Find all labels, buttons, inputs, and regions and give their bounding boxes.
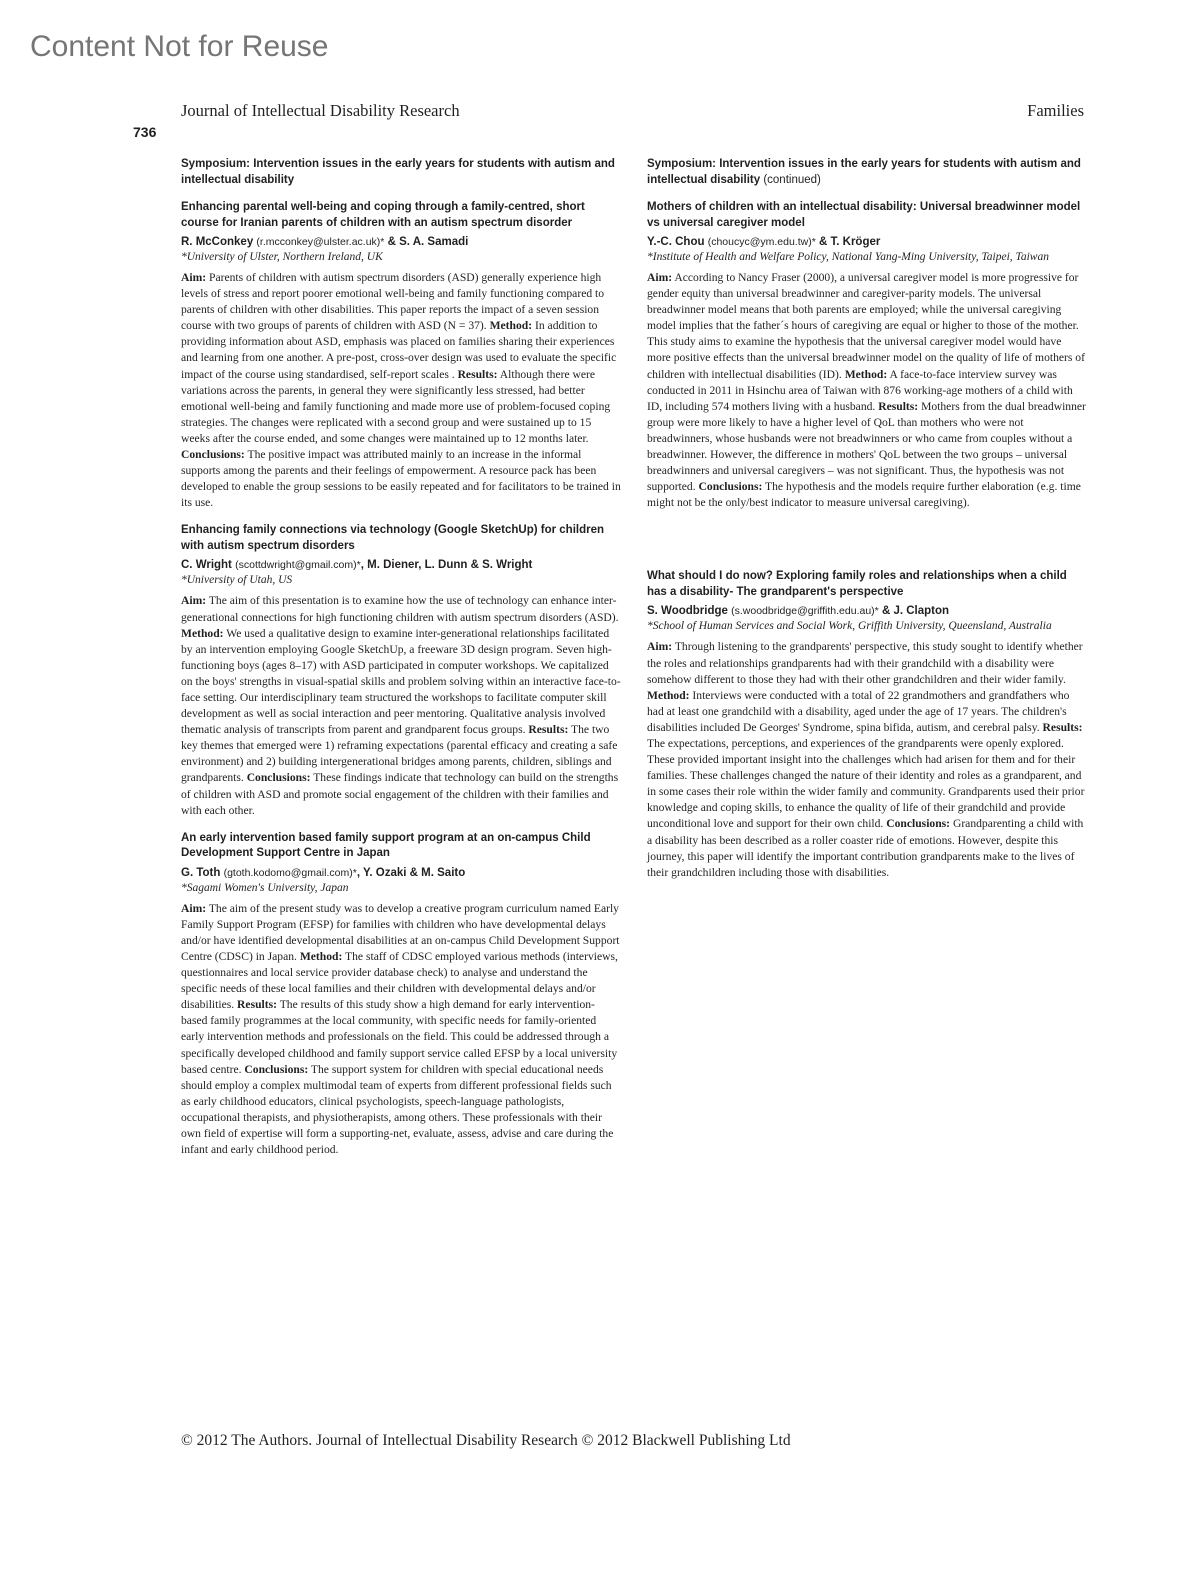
abstract-body [647,639,1087,880]
method-text: A face-to-face interview survey was conducted in 2011 in Hsinchu area of Taiwan with 876 working-age mothers of a child with ID, including 574 mothers living with a husband. [647,367,1073,413]
symposium-heading [181,157,621,188]
author-email: (choucyc@ym.edu.tw)* [707,236,816,248]
method-text: We used a qualitative design to examine inter-generational relationships facilitated by an intervention employing Google SketchUp, a freeware 3D design program. Seven high-functioning boys (ages 8–17) with ASD participated in computer workshops. We capitalized on the boys' strengths in visual-spatial skills and problem solving within an interactive face-to-face setting. Our interdisciplinary team structured the workshops to facilitate computer skill development as well as social interaction and peer mentoring. Qualitative analysis involved thematic analysis of transcripts from parent and grandparent focus groups. [181,626,621,737]
affiliation: *School of Human Services and Social Work, Griffith University, Queensland, Australia [647,620,1052,633]
abstract-body [181,593,621,818]
symposium-heading [647,157,1087,188]
co-authors: & S. A. Samadi [387,236,469,248]
aim-label: Aim: [647,640,673,654]
conclusions-label: Conclusions: [181,448,245,462]
results-label: Results: [457,367,498,381]
conclusions-text: The positive impact was attributed mainly to an increase in the informal supports among the parents and their feelings of empowerment. A resource pack has been developed to enable the group sessions to be easily repeated and for facilitators to be trained in its use. [181,448,621,510]
results-label: Results: [237,998,277,1012]
left-column [181,157,621,1170]
method-text: Interviews were conducted with a total of 22 grandmothers and grandfathers who had at least one grandchild with a disability, aged under the age of 17 years. The children's disabilities included De Georges' Syndrome, spina bifida, autism, and cerebral palsy. [647,688,1070,734]
continued-note: (continued) [763,173,821,186]
method-label: Method: [181,626,224,640]
lead-author: S. Woodbridge [647,605,728,618]
abstract-title: Mothers of children with an intellectual disability: Universal breadwinner model vs universal caregiver model [647,201,1081,229]
abstract-title: An early intervention based family support program at an on-campus Child Development Support Centre in Japan [181,831,591,860]
co-authors: & J. Clapton [881,605,950,618]
symposium-title: Symposium: Intervention issues in the early years for students with autism and intellectual disability [647,158,1081,186]
aim-label: Aim: [181,901,207,915]
method-label: Method: [489,319,533,333]
right-column [647,157,1087,893]
abstract-title: What should I do now? Exploring family roles and relationships when a child has a disability- The grandparent's perspective [647,570,1067,598]
results-label: Results: [1042,720,1083,734]
abstract-body [181,270,621,511]
conclusions-text: The support system for children with special educational needs should employ a complex multimodal team of experts from different professional fields such as early childhood educators, clinical psychologists, speech-language pathologists, occupational therapists, and physiotherapists, among others. These professionals with their own field of expertise will form a supporting-net, evaluate, assess, advise and care during the infant and early childhood period. [181,1062,614,1157]
aim-label: Aim: [647,271,673,284]
abstract-authors [181,558,621,573]
aim-label: Aim: [181,594,207,608]
results-text: The results of this study show a high demand for early intervention-based family programmes at the local community, with specific needs for family-oriented early intervention methods and professionals on the field. This could be addressed through a specifically developed childhood and family support service called EFSP by a local university based centre. [181,998,618,1076]
abstract-wright [181,523,621,818]
author-email: (gtoth.kodomo@gmail.com)* [223,866,357,879]
method-text: In addition to providing information about ASD, emphasis was placed on families sharing their experiences and learning from one another. A pre-post, cross-over design was used to evaluate the specific impact of the course using standardised, self-report scales . [181,319,617,381]
results-text: Mothers from the dual breadwinner group were more likely to have a higher level of QoL than mothers who were not breadwinners, whose husbands were not breadwinners or who came from couples without a breadwinner. However, the difference in mothers' QoL between the two groups – universal breadwinners and universal caregivers – was not significant. Thus, the hypothesis was not supported. [647,399,1086,494]
conclusions-label: Conclusions: [886,817,951,831]
lead-author: G. Toth [181,866,221,879]
journal-title: Journal of Intellectual Disability Research [181,101,460,120]
abstract-body [647,270,1087,511]
page-number: 736 [133,124,157,140]
results-text: The expectations, perceptions, and experiences of the grandparents were openly explored. These provided important insight into the challenges which had arisen for them and for their families. These challenges changed the nature of their identity and roles as a grandparent, and in some cases their role within the wider family and community. Grandparents used their prior knowledge and coping skills, to enhance the quality of life of their grandchild and provide unconditional love and support for their own child. [647,736,1085,831]
affiliation: *University of Ulster, Northern Ireland, UK [181,251,383,263]
method-label: Method: [844,367,888,381]
abstract-title: Enhancing parental well-being and coping through a family-centred, short course for Iranian parents of children with an autism spectrum disorder [181,201,585,229]
aim-text: According to Nancy Fraser (2000), a universal caregiver model is more progressive for gender equity than universal breadwinner and caregiver-parity models. The universal breadwinner model means that both parents are employed; while the universal caregiving model implies that the father´s hours of caregiving are equal or higher to those of the mother. This study aims to examine the hypothesis that the universal caregiver model would have more positive effects than the universal breadwinner model on the quality of life of mothers of children with intellectual disabilities (ID). [647,271,1085,381]
abstract-authors [181,235,621,250]
abstract-title: Enhancing family connections via technology (Google SketchUp) for children with autism spectrum disorders [181,524,605,552]
lead-author: R. McConkey [181,236,254,248]
affiliation: *Sagami Women's University, Japan [181,881,349,894]
conclusions-label: Conclusions: [698,480,763,494]
method-label: Method: [647,688,690,702]
conclusions-text: The hypothesis and the models require further elaboration (e.g. time might not be the only/best indicator to measure universal caregiving). [647,480,1081,510]
abstract-chou [647,200,1087,511]
conclusions-text: Grandparenting a child with a disability has been described as a roller coaster ride of emotions. However, despite this journey, this paper will identify the important contribution grandparents make to the lives of their grandchildren including those with disabilities. [647,817,1084,879]
results-text: Although there were variations across the parents, in general they were significantly less stressed, had better emotional well-being and family functioning and made more use of problem-focused coping strategies. The changes were replicated with a second group and were sustained up to 15 weeks after the course ended, and some changes were maintained up to 12 months later. [181,367,611,445]
method-label: Method: [299,950,343,963]
results-text: The two key themes that emerged were 1) reframing expectations (parental efficacy and creating a safe environment) and 2) building intergenerational bridges among parents, children, siblings and grandparents. [181,723,618,785]
abstract-authors [647,604,1087,619]
abstract-authors [181,866,621,881]
lead-author: C. Wright [181,559,232,572]
abstract-woodbridge [647,569,1087,880]
co-authors: & T. Kröger [819,236,881,248]
lead-author: Y.-C. Chou [647,236,705,248]
method-text: The staff of CDSC employed various methods (interviews, questionnaires and local service provider database check) to analyse and understand the specific needs of these local families and their children with developmental delays and/or disabilities. [181,950,618,1012]
author-email: (scottdwright@gmail.com)* [235,559,361,572]
aim-text: Through listening to the grandparents' perspective, this study sought to identify whether the roles and relationships grandparents had with their grandchild with a disability were somehow different to those they had with their other grandchildren and their wider family. [647,640,1083,686]
affiliation: *University of Utah, US [181,574,293,587]
author-email: (s.woodbridge@griffith.edu.au)* [731,605,879,618]
conclusions-text: These findings indicate that technology can build on the strengths of children with ASD and promote social engagement of the children with their families and with each other. [181,771,619,817]
results-label: Results: [878,399,919,413]
column-spacer [647,523,1087,569]
abstract-body [181,901,621,1159]
aim-text: The aim of this presentation is to examine how the use of technology can enhance inter-generational connections for high functioning children with autism spectrum disorders (ASD). [181,594,619,624]
aim-text: Parents of children with autism spectrum disorders (ASD) generally experience high levels of stress and report poorer emotional well-being and family functioning compared to parents of children with other disabilities. This paper reports the impact of a seven session course with two groups of parents of children with ASD (N = 37). [181,271,605,333]
results-label: Results: [528,723,569,737]
co-authors: , Y. Ozaki & M. Saito [356,866,466,879]
author-email: (r.mcconkey@ulster.ac.uk)* [256,236,385,248]
section-title: Families [1027,101,1084,120]
abstract-authors [647,235,1087,250]
watermark-text: Content Not for Reuse [30,30,329,63]
symposium-title: Symposium: Intervention issues in the early years for students with autism and intellectual disability [181,158,615,186]
copyright-footer: © 2012 The Authors. Journal of Intellectual Disability Research © 2012 Blackwell Publishing Ltd [181,1432,791,1449]
abstract-mcconkey [181,200,621,511]
co-authors: , M. Diener, L. Dunn & S. Wright [360,559,533,572]
conclusions-label: Conclusions: [246,771,311,785]
aim-text: The aim of the present study was to develop a creative program curriculum named Early Family Support Program (EFSP) for families with children who have developmental delays and/or have identified developmental disabilities at an on-campus Child Development Support Centre (CDSC) in Japan. [181,901,620,963]
aim-label: Aim: [181,271,207,284]
conclusions-label: Conclusions: [244,1062,309,1076]
affiliation: *Institute of Health and Welfare Policy, National Yang-Ming University, Taipei, Taiwan [647,251,1049,263]
abstract-toth [181,831,621,1159]
